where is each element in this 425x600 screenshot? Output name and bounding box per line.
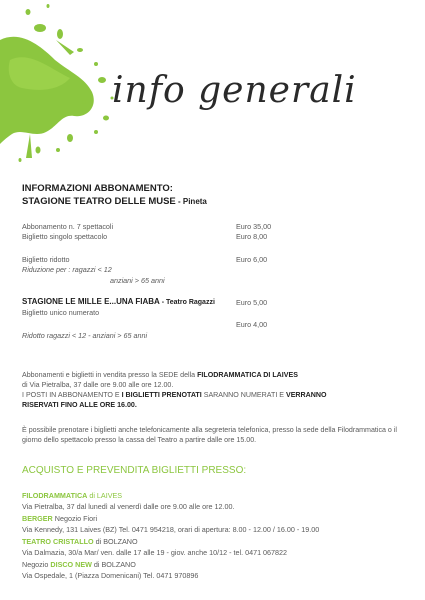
row-singolo-label: Biglietto singolo spettacolo bbox=[22, 232, 108, 241]
venue-cristallo-suffix: di BOLZANO bbox=[93, 537, 138, 546]
fiaba-ridotto: Ridotto ragazzi < 12 - anziani > 65 anni bbox=[22, 331, 148, 340]
abbonamento-heading-suffix: - Pineta bbox=[175, 197, 207, 206]
row-abbonamento-price: Euro 35,00 bbox=[236, 222, 272, 231]
green-paint-splash bbox=[0, 0, 125, 175]
venue-disconew-name: DISCO NEW bbox=[50, 560, 92, 569]
venue-cristallo-name: TEATRO CRISTALLO bbox=[22, 537, 94, 546]
venue-cristallo-detail: Via Dalmazia, 30/a Mar/ ven. dalle 17 alle 19 - giov. anche 10/12 - tel. 0471 067822 bbox=[22, 548, 288, 557]
fiaba-price2: Euro 4,00 bbox=[236, 320, 268, 329]
venue-berger-detail: Via Kennedy, 131 Laives (BZ) Tel. 0471 954218, orari di apertura: 8.00 - 12.00 / 16.00 - 19.00 bbox=[22, 525, 320, 534]
info-p2-verranno: VERRANNO bbox=[285, 391, 327, 399]
abbonamento-heading-title: STAGIONE TEATRO DELLE MUSE bbox=[22, 196, 176, 207]
venue-disconew-detail: Via Ospedale, 1 (Piazza Domenicani) Tel. 0471 970896 bbox=[22, 571, 199, 580]
info-p1-address: di Via Pietralba, 37 dalle ore 9.00 alle ore 12.00. bbox=[22, 381, 174, 389]
venue-disconew-suffix: di BOLZANO bbox=[91, 560, 136, 569]
abbonamento-heading-line1: INFORMAZIONI ABBONAMENTO: bbox=[22, 183, 173, 194]
info-p2-riservati: RISERVATI FINO ALLE ORE 16.00. bbox=[22, 401, 137, 409]
info-p2-prenotati: I BIGLIETTI PRENOTATI bbox=[121, 391, 202, 399]
info-p2-text-a: I POSTI IN ABBONAMENTO E bbox=[22, 391, 122, 399]
info-paragraph-1 bbox=[22, 370, 402, 410]
fiaba-numerato: Biglietto unico numerato bbox=[22, 308, 100, 317]
fiaba-price1: Euro 5,00 bbox=[236, 298, 268, 307]
riduzione-line2: anziani > 65 anni bbox=[110, 276, 165, 285]
venue-berger-suffix: Negozio Fiori bbox=[52, 514, 98, 523]
venue-filodrammatica-detail: Via Pietralba, 37 dal lunedì al venerdì dalle ore 9.00 alle ore 12.00. bbox=[22, 502, 235, 511]
venue-disconew bbox=[22, 560, 136, 569]
info-p1-text: Abbonamenti e biglietti in vendita presso la SEDE della bbox=[22, 371, 198, 379]
venue-cristallo bbox=[22, 537, 138, 546]
page-title: info generali bbox=[112, 70, 357, 111]
venue-disconew-prefix: Negozio bbox=[22, 560, 51, 569]
fiaba-heading-suffix: - Teatro Ragazzi bbox=[159, 299, 215, 306]
info-p1-filodrammatica: FILODRAMMATICA DI LAIVES bbox=[197, 371, 298, 379]
venue-berger-name: BERGER bbox=[22, 514, 53, 523]
riduzione-line1: Riduzione per : ragazzi < 12 bbox=[22, 265, 112, 274]
venue-berger bbox=[22, 514, 97, 523]
row-ridotto-label: Biglietto ridotto bbox=[22, 255, 70, 264]
info-p2-text-c: SARANNO NUMERATI E bbox=[201, 391, 286, 399]
venue-filodrammatica bbox=[22, 491, 122, 500]
abbonamento-heading-line2 bbox=[22, 196, 207, 208]
venue-filodrammatica-name: FILODRAMMATICA bbox=[22, 491, 88, 500]
info-paragraph-3: È possibile prenotare i biglietti anche telefonicamente alla segreteria telefonica, presso la sede della Filodrammatica o il giorno dello spettacolo presso la cassa del Teatro a partire dalle ore 15.00. bbox=[22, 426, 397, 444]
acquisto-heading: ACQUISTO E PREVENDITA BIGLIETTI PRESSO: bbox=[22, 465, 247, 476]
venue-filodrammatica-suffix: di LAIVES bbox=[87, 491, 123, 500]
row-singolo-price: Euro 8,00 bbox=[236, 232, 268, 241]
row-abbonamento-label: Abbonamento n. 7 spettacoli bbox=[22, 222, 114, 231]
fiaba-heading-title: STAGIONE LE MILLE E...UNA FIABA bbox=[22, 297, 160, 306]
row-ridotto-price: Euro 6,00 bbox=[236, 255, 268, 264]
